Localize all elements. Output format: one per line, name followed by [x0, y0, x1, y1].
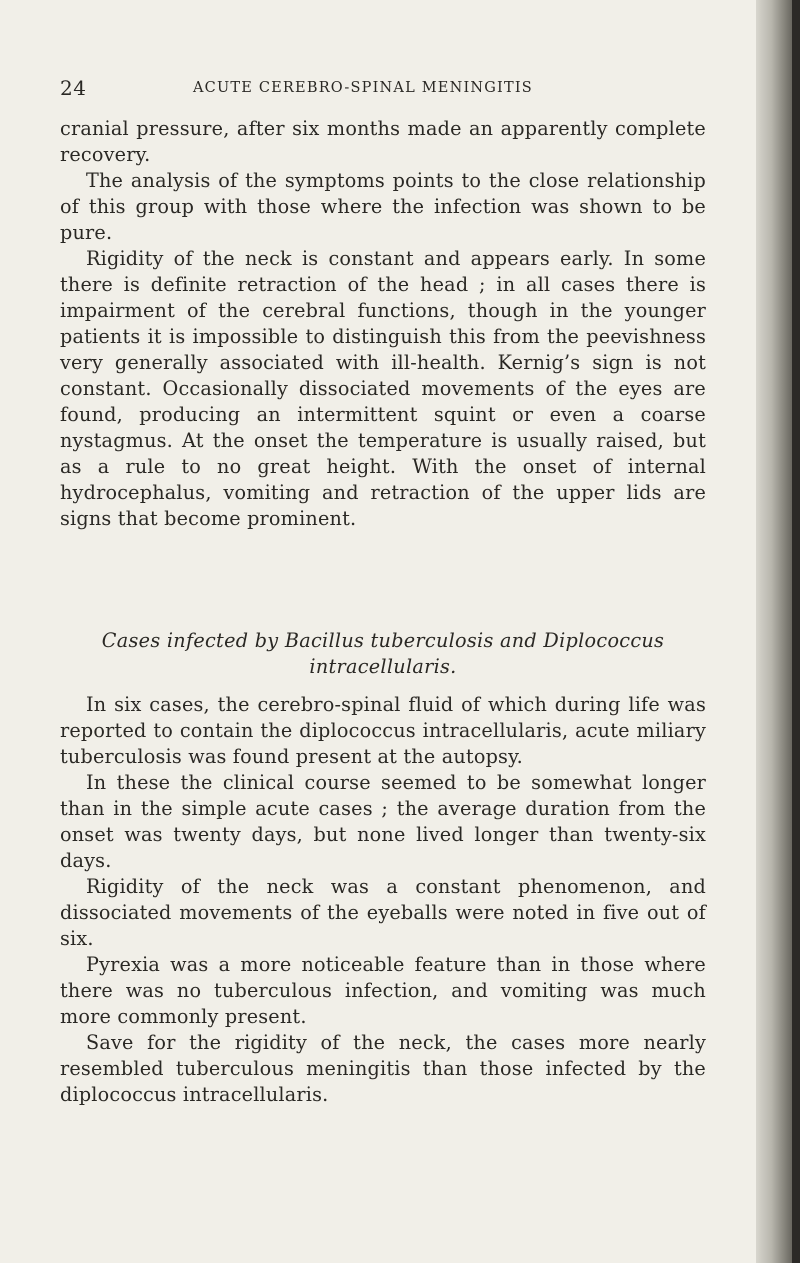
paragraph: cranial pressure, after six months made an apparently complete recovery.: [60, 117, 706, 166]
body-text-bottom: [60, 692, 706, 1108]
section-heading-line-2: intracellularis.: [309, 655, 457, 678]
page-number: 24: [60, 76, 87, 100]
running-head: ACUTE CEREBRO-SPINAL MENINGITIS: [193, 80, 533, 96]
paragraph: In these the clinical course seemed to be somewhat longer than in the simple acute cases ; the average duration from the onset was twenty days, but none lived longer than twenty-six days.: [60, 771, 706, 872]
page-edge-dark: [792, 0, 800, 1263]
paragraph: Rigidity of the neck is constant and appears early. In some there is definite retraction of the head ; in all cases there is impairment of the cerebral functions, though in the younger patients it is impossible to distinguish this from the peevishness very generally associated with ill-health. Kernig’s sign is not constant. Occasionally dissociated movements of the eyes are found, producing an intermittent squint or even a coarse nystagmus. At the onset the temperature is usually raised, but as a rule to no great height. With the onset of internal hydrocephalus, vomiting and retraction of the upper lids are signs that become prominent.: [60, 247, 706, 530]
paragraph: In six cases, the cerebro-spinal fluid of which during life was reported to contain the diplococcus intracellularis, acute miliary tuberculosis was found present at the autopsy.: [60, 693, 706, 768]
paragraph: Save for the rigidity of the neck, the cases more nearly resembled tuberculous meningitis than those infected by the diplococcus intracellularis.: [60, 1031, 706, 1106]
paragraph: Rigidity of the neck was a constant phenomenon, and dissociated movements of the eyeballs were noted in five out of six.: [60, 875, 706, 950]
section-heading: [60, 628, 706, 680]
page-header: [60, 76, 720, 102]
section-heading-line-1: Cases infected by Bacillus tuberculosis and Diplococcus: [101, 629, 665, 652]
paragraph: The analysis of the symptoms points to the close relationship of this group with those where the infection was shown to be pure.: [60, 169, 706, 244]
body-text-top: [60, 116, 706, 532]
paragraph: Pyrexia was a more noticeable feature than in those where there was no tuberculous infection, and vomiting was much more commonly present.: [60, 953, 706, 1028]
